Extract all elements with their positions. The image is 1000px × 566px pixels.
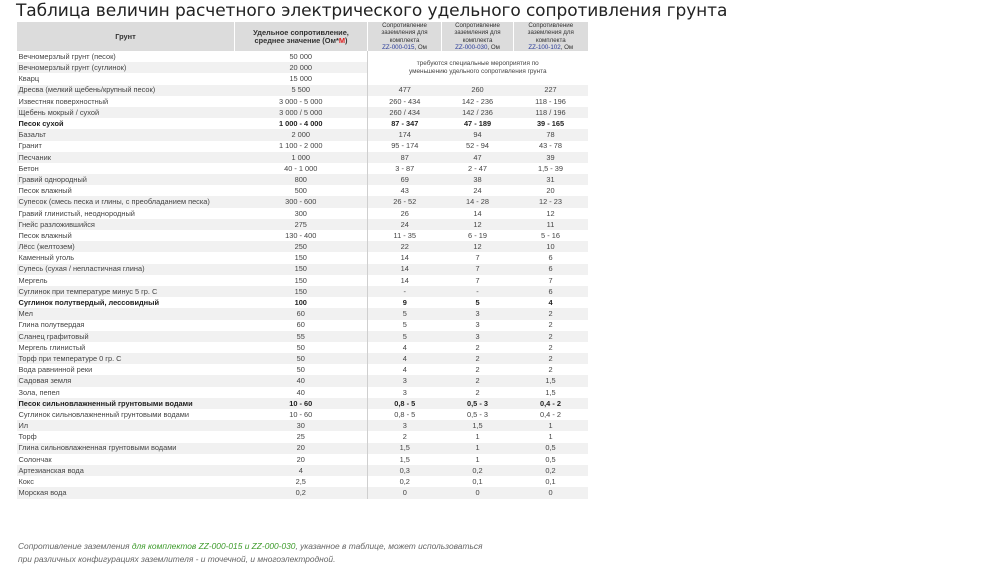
kit-1-value-cell: 0,8 - 5 (368, 409, 442, 420)
table-row (17, 308, 588, 319)
kit-1-value-cell: 3 (368, 420, 442, 431)
kit-1-value-cell: 477 (368, 85, 442, 96)
resistivity-cell: 60 (235, 308, 368, 319)
table-row (17, 297, 588, 308)
header-kit-1 (368, 22, 442, 51)
kit-2-value-cell: 2 (475, 387, 480, 397)
soil-name-cell: Бетон (18, 163, 39, 173)
kit-1-value-cell: 2 (368, 431, 442, 442)
resistivity-cell: 150 (294, 253, 307, 263)
kit-1-value-cell: 5 (368, 308, 442, 319)
kit-2-value-cell: 3 (442, 308, 514, 319)
table-row (17, 51, 588, 62)
table-row (17, 185, 588, 196)
kit-2-value-cell: 2 (442, 375, 514, 386)
page-title: Таблица величин расчетного электрического удельного сопротивления грунта (16, 1, 728, 21)
resistivity-cell: 25 (296, 432, 305, 442)
kit-3-value-cell: 6 (514, 264, 588, 275)
kit-1-value-cell: 3 (368, 387, 442, 398)
kit-3-value-cell: 2 (514, 331, 588, 342)
kit-1-code: ZZ-000-015 (382, 43, 415, 51)
special-measures-note: требуются специальные мероприятия по уменьшению удельного сопротивления грунта (368, 51, 588, 85)
kit-3-value-cell: 0,5 (514, 443, 588, 454)
resistivity-cell: 275 (235, 219, 368, 230)
kit-2-value-cell: 7 (475, 253, 480, 263)
kit-2-value-cell: 260 (442, 85, 514, 96)
header-resistivity (235, 22, 368, 51)
kit-1-value-cell: 43 (368, 185, 442, 196)
resistivity-cell: 150 (235, 264, 368, 275)
header-kit-3 (514, 22, 588, 51)
kit-3-value-cell: 4 (548, 298, 553, 308)
kit-3-value-cell: 1 (548, 432, 553, 442)
kit-2-value-cell: 2 (475, 342, 480, 352)
kit-2-prefix-line3: комплекта (462, 36, 493, 44)
kit-2-value-cell: 14 (473, 208, 482, 218)
table-row (17, 85, 588, 96)
soil-name-cell: Гранит (18, 141, 42, 151)
kit-3-value-cell: 0 (514, 487, 588, 498)
kit-1-value-cell: 5 (368, 331, 442, 342)
footer-text-1: Сопротивление заземления (18, 541, 132, 551)
table-row (17, 364, 588, 375)
kit-3-value-cell: 43 - 78 (538, 141, 562, 151)
kit-1-value-cell: 1,5 (368, 454, 442, 465)
kit-1-prefix-line3: комплекта (389, 36, 420, 44)
kit-1-value-cell: 26 - 52 (368, 196, 442, 207)
header-resistivity-line2: среднее значение (Ом* (254, 35, 339, 45)
soil-name-cell: Песок влажный (18, 186, 72, 196)
table-row (17, 275, 588, 286)
kit-2-value-cell: 94 (442, 129, 514, 140)
table-row (17, 107, 588, 118)
resistivity-cell: 50 (235, 353, 368, 364)
kit-3-value-cell: 0,4 - 2 (540, 409, 561, 419)
table-row (17, 387, 588, 398)
table-row (17, 174, 588, 185)
table-row (17, 443, 588, 454)
footer-note (18, 540, 538, 566)
kit-3-value-cell: 227 (514, 85, 588, 96)
resistivity-cell: 1 000 (235, 152, 368, 163)
soil-name-cell: Каменный уголь (18, 253, 75, 263)
table-body (17, 51, 588, 499)
soil-name-cell: Глина сильновлажненная грунтовыми водами (17, 443, 235, 454)
soil-name-cell: Суглинок сильновлажненный грунтовыми водами (18, 409, 189, 419)
table-row (17, 331, 588, 342)
kit-2-value-cell: 12 (442, 219, 514, 230)
table-row (17, 163, 588, 174)
kit-1-value-cell: 260 - 434 (368, 96, 442, 107)
resistivity-cell: 10 - 60 (235, 398, 368, 409)
kit-1-suffix: , Ом (414, 43, 427, 51)
kit-1-value-cell: 3 - 87 (368, 163, 442, 174)
kit-2-value-cell: 142 - 236 (461, 96, 494, 106)
soil-name-cell: Морская вода (17, 487, 235, 498)
kit-1-prefix-line1: Сопротивление (382, 22, 427, 30)
kit-2-value-cell: 12 (442, 241, 514, 252)
soil-name-cell: Лёсс (желтозем) (17, 241, 235, 252)
soil-name-cell: Торф при температуре 0 гр. С (17, 353, 235, 364)
kit-1-value-cell: 24 (368, 219, 442, 230)
table-row (17, 196, 588, 207)
header-resistivity-line1: Удельное сопротивление, (253, 28, 349, 38)
kit-3-value-cell: 39 - 165 (536, 119, 565, 129)
kit-2-value-cell: 1 (475, 454, 480, 464)
soil-name-cell: Глина полутвердая (18, 320, 85, 330)
kit-2-value-cell: 3 (442, 331, 514, 342)
table-row (17, 353, 588, 364)
kit-3-value-cell: 0,5 (545, 454, 556, 464)
kit-2-value-cell: 47 - 189 (463, 119, 492, 129)
kit-2-value-cell: 7 (442, 264, 514, 275)
header-kit-2 (442, 22, 514, 51)
soil-name-cell: Песок сильновлажненный грунтовыми водами (17, 398, 235, 409)
soil-name-cell: Кварц (18, 74, 40, 84)
kit-3-value-cell: 78 (514, 129, 588, 140)
kit-1-value-cell: 4 (368, 342, 442, 353)
kit-2-value-cell: 0,2 (442, 465, 514, 476)
kit-2-value-cell: 1 (475, 432, 480, 442)
kit-2-value-cell: 6 - 19 (468, 230, 487, 240)
resistivity-cell: 50 000 (289, 51, 313, 61)
soil-name-cell: Вечномерзлый грунт (песок) (18, 51, 116, 61)
soil-name-cell: Супесок (смесь песка и глины, с преобладанием песка) (17, 196, 235, 207)
table-row (17, 241, 588, 252)
kit-1-value-cell: 3 (368, 375, 442, 386)
table-row (17, 264, 588, 275)
table-row (17, 476, 588, 487)
kit-2-value-cell: 0 (442, 487, 514, 498)
soil-name-cell: Гравий глинистый, неоднородный (18, 208, 135, 218)
kit-2-code: ZZ-000-030 (455, 43, 488, 51)
kit-3-value-cell: 2 (548, 320, 553, 330)
kit-2-value-cell: 0,5 - 3 (467, 409, 488, 419)
kit-1-value-cell: 0,3 (368, 465, 442, 476)
soil-name-cell: Известняк поверхностный (18, 96, 109, 106)
kit-3-value-cell: 6 (548, 253, 553, 263)
kit-2-value-cell: 2 - 47 (468, 163, 487, 173)
table-row (17, 454, 588, 465)
soil-name-cell: Базальт (17, 129, 235, 140)
kit-1-value-cell: 4 (368, 364, 442, 375)
kit-1-value-cell: 9 (368, 297, 442, 308)
soil-name-cell: Супесь (сухая / непластичная глина) (17, 264, 235, 275)
kit-3-value-cell: 0,4 - 2 (514, 398, 588, 409)
table-row (17, 230, 588, 241)
table-row (17, 409, 588, 420)
kit-3-prefix-line1: Сопротивление (528, 22, 574, 30)
kit-3-value-cell: 39 (514, 152, 588, 163)
table-row (17, 342, 588, 353)
kit-3-value-cell: 31 (514, 174, 588, 185)
resistivity-cell: 20 (296, 454, 305, 464)
kit-3-value-cell: 2 (548, 342, 553, 352)
kit-3-code: ZZ-100-102 (528, 43, 561, 51)
soil-name-cell: Щебень мокрый / сухой (17, 107, 235, 118)
kit-2-value-cell: 1,5 (442, 420, 514, 431)
resistivity-cell: 60 (296, 320, 305, 330)
kit-3-value-cell: 1,5 - 39 (537, 163, 564, 173)
soil-name-cell: Сланец графитовый (17, 331, 235, 342)
resistivity-cell: 100 (294, 298, 307, 308)
table-row (17, 129, 588, 140)
kit-3-value-cell: 11 (514, 219, 588, 230)
soil-name-cell: Гравий однородный (17, 174, 235, 185)
soil-name-cell: Мергель (18, 275, 48, 285)
resistivity-cell: 4 (235, 465, 368, 476)
table-row (17, 141, 588, 152)
footer-text-2: , указанное в таблице, может использоваться (295, 541, 483, 551)
soil-name-cell: Гнейс разложившийся (17, 219, 235, 230)
table-row (17, 420, 588, 431)
kit-1-value-cell: 14 (368, 275, 442, 286)
kit-3-value-cell: 2 (548, 365, 553, 375)
table-row (17, 320, 588, 331)
table-row (17, 208, 588, 219)
table-row (17, 118, 588, 129)
kit-3-value-cell: 2 (514, 353, 588, 364)
kit-2-value-cell: 2 (442, 353, 514, 364)
resistivity-cell: 20 (235, 443, 368, 454)
kit-1-value-cell: 1,5 (368, 443, 442, 454)
soil-name-cell: Суглинок при температуре минус 5 гр. С (17, 286, 235, 297)
soil-name-cell: Песчаник (17, 152, 235, 163)
table-row (17, 219, 588, 230)
kit-1-value-cell: 0,8 - 5 (368, 398, 442, 409)
kit-2-value-cell: 2 (475, 365, 480, 375)
kit-1-value-cell: 69 (368, 174, 442, 185)
kit-3-prefix-line2: заземления для (527, 29, 574, 37)
resistivity-cell: 50 (296, 365, 305, 375)
table-row (17, 465, 588, 476)
soil-name-cell: Вечномерзлый грунт (суглинок) (17, 62, 235, 73)
soil-name-cell: Песок влажный (18, 230, 72, 240)
kit-3-suffix: , Ом (560, 43, 574, 51)
resistivity-cell: 5 500 (235, 85, 368, 96)
soil-name-cell: Артезианская вода (17, 465, 235, 476)
kit-3-value-cell: 0,2 (514, 465, 588, 476)
resistivity-cell: 40 - 1 000 (284, 163, 318, 173)
soil-name-cell: Мел (17, 308, 235, 319)
soil-name-cell: Ил (17, 420, 235, 431)
resistivity-cell: 20 000 (235, 62, 368, 73)
kit-1-value-cell: 4 (368, 353, 442, 364)
resistivity-cell: 2,5 (295, 477, 306, 487)
resistivity-cell: 40 (296, 387, 305, 397)
kit-1-value-cell: 22 (368, 241, 442, 252)
resistivity-cell: 130 - 400 (285, 230, 317, 240)
resistivity-cell: 50 (296, 342, 305, 352)
footer-text-3: при различных конфигурациях заземлителя - и точечной, и многоэлектродной. (18, 554, 336, 565)
soil-name-cell: Зола, пепел (18, 387, 60, 397)
kit-1-value-cell: 14 (368, 252, 442, 263)
kit-2-value-cell: 24 (473, 186, 482, 196)
header-resistivity-unit: М (338, 35, 346, 45)
kit-2-value-cell: - (442, 286, 514, 297)
resistivity-cell: 500 (294, 186, 307, 196)
kit-3-value-cell: 5 - 16 (541, 230, 560, 240)
kit-3-value-cell: 1,5 (514, 375, 588, 386)
header-soil: Грунт (17, 22, 235, 51)
kit-3-value-cell: 1,5 (545, 387, 556, 397)
soil-name-cell: Садовая земля (17, 375, 235, 386)
resistivity-cell: 150 (294, 275, 307, 285)
kit-3-value-cell: 12 - 23 (514, 196, 588, 207)
resistivity-cell: 40 (235, 375, 368, 386)
kit-1-value-cell: 87 (368, 152, 442, 163)
kit-2-value-cell: 142 / 236 (442, 107, 514, 118)
resistivity-cell: 250 (235, 241, 368, 252)
kit-3-value-cell: 0,1 (545, 477, 556, 487)
kit-2-value-cell: 52 - 94 (465, 141, 489, 151)
kit-2-prefix-line1: Сопротивление (455, 22, 500, 30)
resistivity-cell: 2 000 (235, 129, 368, 140)
kit-2-value-cell: 0,1 (472, 477, 483, 487)
table-row (17, 431, 588, 442)
kit-3-value-cell: 2 (514, 308, 588, 319)
resistivity-cell: 300 (294, 208, 307, 218)
table-row (17, 487, 588, 498)
resistivity-cell: 300 - 600 (235, 196, 368, 207)
kit-3-value-cell: 118 - 196 (535, 96, 566, 106)
resistivity-cell: 10 - 60 (289, 409, 313, 419)
kit-3-value-cell: 6 (514, 286, 588, 297)
kit-3-value-cell: 1 (514, 420, 588, 431)
kit-1-value-cell: 95 - 174 (368, 141, 442, 152)
table-row (17, 152, 588, 163)
kit-2-value-cell: 3 (475, 320, 480, 330)
header-resistivity-close: ) (345, 35, 348, 45)
kit-1-value-cell: 5 (368, 320, 442, 331)
resistivity-cell: 800 (235, 174, 368, 185)
kit-2-value-cell: 38 (442, 174, 514, 185)
resistivity-cell: 30 (235, 420, 368, 431)
kit-3-value-cell: 12 (546, 208, 555, 218)
kit-2-suffix: , Ом (487, 43, 500, 51)
kit-2-value-cell: 14 - 28 (442, 196, 514, 207)
table-row (17, 286, 588, 297)
resistivity-cell: 1 100 - 2 000 (278, 141, 323, 151)
soil-name-cell: Вода равнинной реки (18, 365, 93, 375)
table-header-row (17, 22, 588, 51)
soil-name-cell: Суглинок полутвердый, лессовидный (18, 298, 160, 308)
kit-1-value-cell: 0,2 (368, 476, 442, 487)
soil-name-cell: Мергель глинистый (18, 342, 86, 352)
resistivity-cell: 150 (235, 286, 368, 297)
kit-2-value-cell: 0,5 - 3 (442, 398, 514, 409)
kit-1-value-cell: 87 - 347 (368, 118, 442, 129)
soil-name-cell: Песок сухой (18, 119, 64, 129)
resistivity-cell: 55 (235, 331, 368, 342)
kit-3-prefix-line3: комплекта (535, 36, 566, 44)
kit-1-value-cell: 26 (368, 208, 442, 219)
kit-1-value-cell: 174 (368, 129, 442, 140)
kit-1-value-cell: - (368, 286, 442, 297)
table-row (17, 96, 588, 107)
kit-1-value-cell: 260 / 434 (368, 107, 442, 118)
resistivity-cell: 3 000 - 5 000 (278, 96, 323, 106)
kit-2-value-cell: 5 (475, 298, 480, 308)
kit-1-value-cell: 14 (368, 264, 442, 275)
kit-2-prefix-line2: заземления для (454, 29, 501, 37)
resistivity-cell: 3 000 / 5 000 (235, 107, 368, 118)
soil-name-cell: Торф (18, 432, 37, 442)
kit-2-value-cell: 7 (475, 275, 480, 285)
soil-name-cell: Солончак (18, 454, 52, 464)
resistivity-cell: 15 000 (289, 74, 313, 84)
resistivity-table (16, 22, 588, 499)
kit-3-value-cell: 7 (548, 275, 553, 285)
kit-3-value-cell: 118 / 196 (514, 107, 588, 118)
soil-name-cell: Кокс (18, 477, 34, 487)
footer-kits-highlight: для комплектов ZZ-000-015 и ZZ-000-030 (131, 541, 296, 551)
resistivity-cell: 1 000 - 4 000 (278, 119, 323, 129)
kit-3-value-cell: 10 (514, 241, 588, 252)
table-row (17, 252, 588, 263)
table-row (17, 398, 588, 409)
kit-1-prefix-line2: заземления для (381, 29, 428, 37)
kit-1-value-cell: 0 (368, 487, 442, 498)
table-row (17, 375, 588, 386)
kit-2-value-cell: 47 (442, 152, 514, 163)
kit-3-value-cell: 20 (546, 186, 555, 196)
soil-name-cell: Дресва (мелкий щебень/крупный песок) (17, 85, 235, 96)
kit-1-value-cell: 11 - 35 (368, 230, 442, 241)
resistivity-cell: 0,2 (235, 487, 368, 498)
kit-2-value-cell: 1 (442, 443, 514, 454)
